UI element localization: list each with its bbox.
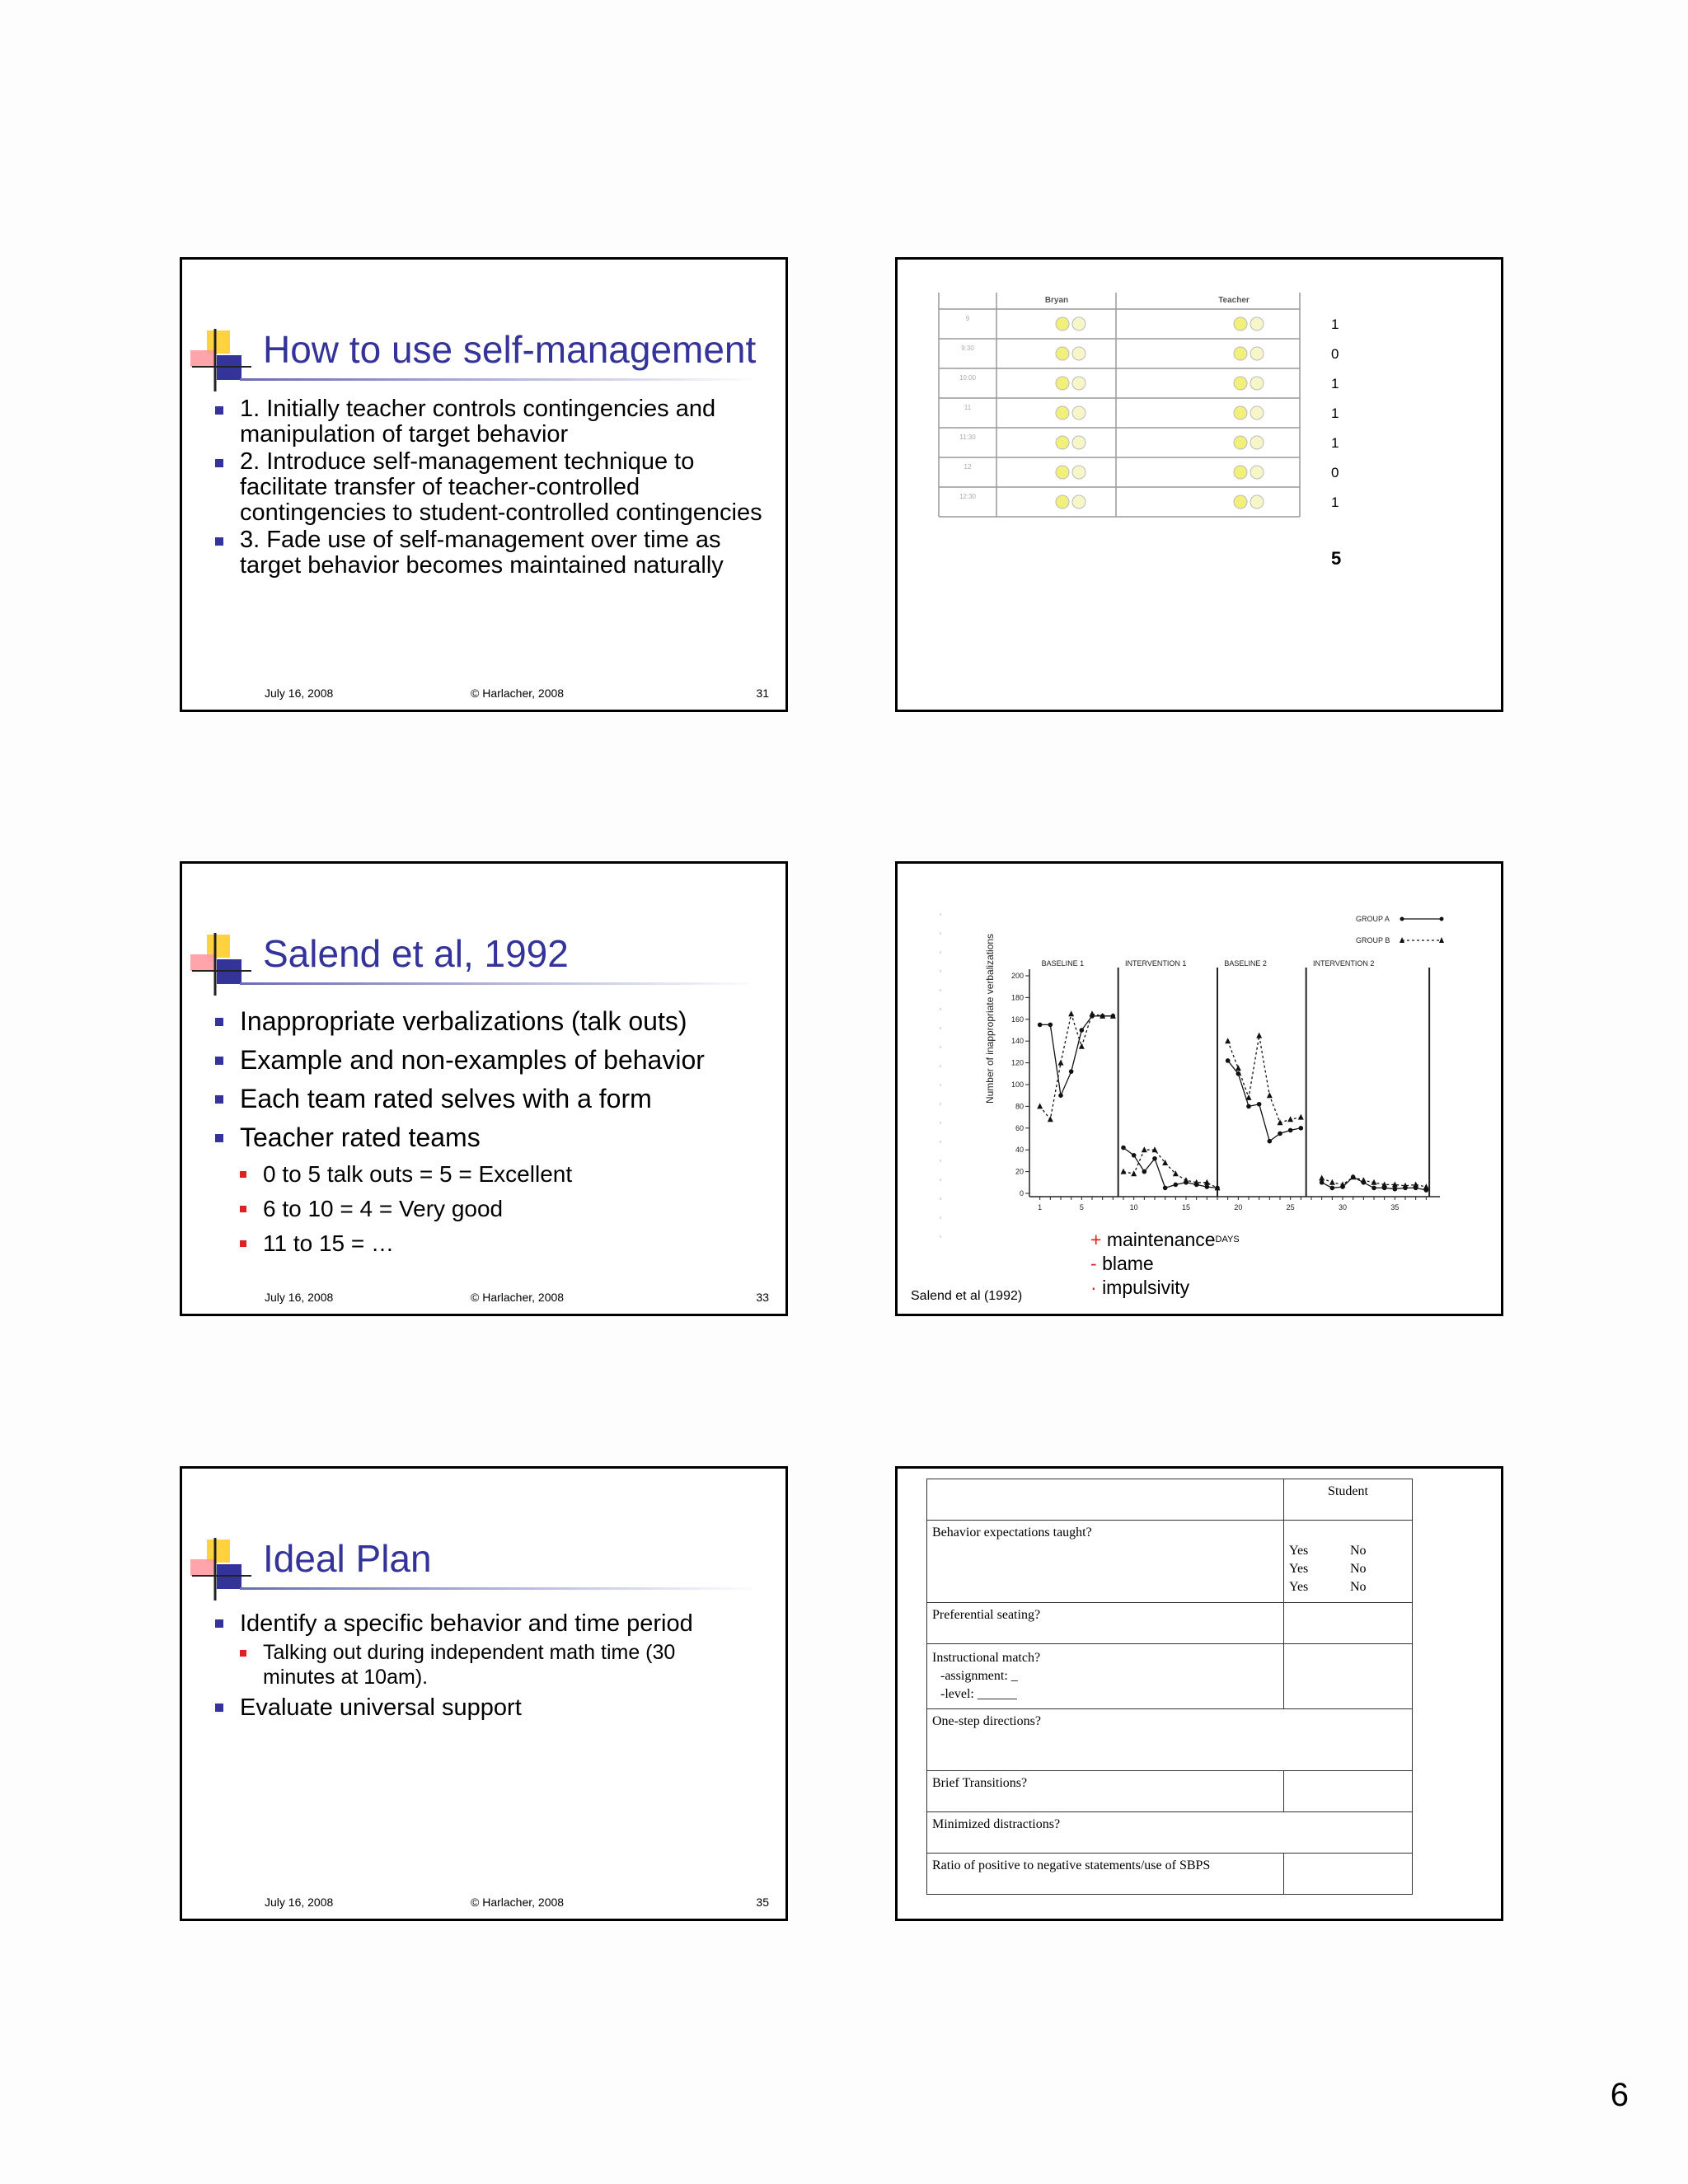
slide-32: [895, 257, 1503, 712]
x-tick-label: 20: [1234, 1203, 1243, 1212]
time-label: 9: [965, 315, 970, 322]
note-item: · impulsivity: [1090, 1277, 1190, 1298]
bullet-list: [215, 396, 769, 579]
slide-logo-icon: [189, 327, 255, 393]
data-point: [1330, 1186, 1335, 1191]
checklist-item: Instructional match? -assignment: _ -level: ______: [927, 1644, 1284, 1709]
data-point: [1174, 1183, 1179, 1188]
data-point: [1329, 1179, 1335, 1185]
footer-date: July 16, 2008: [265, 1896, 334, 1909]
score-value: 0: [1331, 465, 1339, 480]
self-monitoring-table: [898, 260, 1501, 710]
y-tick-label: 40: [1015, 1146, 1024, 1155]
slide-36: [895, 1466, 1503, 1921]
score-value: 1: [1331, 494, 1339, 510]
face-icon: [1056, 436, 1069, 449]
footer-copyright: © Harlacher, 2008: [471, 1896, 565, 1909]
data-point: [1048, 1116, 1053, 1122]
bullet-item: Teacher rated teams 0 to 5 talk outs = 5 = Excellent 6 to 10 = 4 = Very good 11 to 15 = …: [215, 1118, 769, 1261]
y-tick-label: 160: [1010, 1015, 1024, 1024]
face-icon: [1234, 377, 1247, 390]
face-icon: [1234, 436, 1247, 449]
time-label: 11: [964, 404, 972, 411]
face-icon: [1072, 406, 1085, 419]
data-point: [1413, 1181, 1418, 1187]
data-point: [1121, 1146, 1126, 1151]
data-point: [1287, 1116, 1293, 1122]
data-point: [1299, 1126, 1304, 1131]
data-point: [1121, 1169, 1127, 1174]
face-icon: [1056, 495, 1069, 509]
legend-marker: [1439, 937, 1444, 943]
phase-label: BASELINE 1: [1041, 959, 1085, 968]
x-tick-label: 10: [1129, 1203, 1138, 1212]
x-tick-label: 25: [1286, 1203, 1295, 1212]
data-point: [1298, 1114, 1304, 1120]
score-value: 1: [1331, 376, 1339, 391]
checklist-corner: [927, 1479, 1284, 1521]
x-tick-label: 35: [1390, 1203, 1400, 1212]
x-tick-label: 15: [1181, 1203, 1191, 1212]
bullet-item: Identify a specific behavior and time period Talking out during independent math time (30 minutes at 10am).: [215, 1607, 769, 1690]
bullet-item: 1. Initially teacher controls contingencies and manipulation of target behavior: [215, 396, 769, 448]
face-icon: [1234, 347, 1247, 360]
face-icon: [1056, 347, 1069, 360]
data-point: [1267, 1092, 1273, 1098]
y-axis-label: Number of inappropriate verbalizations: [984, 933, 996, 1104]
y-tick-label: 0: [1019, 1189, 1024, 1197]
checklist-header: Student: [1284, 1479, 1413, 1521]
data-point: [1132, 1153, 1137, 1158]
slide-31: [180, 257, 788, 712]
title-divider: [240, 1587, 759, 1590]
face-icon: [1250, 406, 1264, 419]
sub-bullet-list: [240, 1157, 769, 1261]
footer-copyright: © Harlacher, 2008: [471, 687, 565, 700]
slide-logo-icon: [189, 1536, 255, 1602]
data-point: [1090, 1010, 1095, 1016]
data-point: [1246, 1094, 1252, 1100]
total-score: 5: [1331, 548, 1342, 569]
data-point: [1037, 1103, 1043, 1108]
title-divider: [240, 378, 759, 381]
data-point: [1372, 1186, 1376, 1191]
checklist-item: Preferential seating?: [927, 1603, 1284, 1644]
phase-label: INTERVENTION 2: [1313, 959, 1375, 968]
checklist-cell: [1284, 1771, 1413, 1812]
data-point: [1080, 1028, 1085, 1033]
data-point: [1184, 1177, 1189, 1183]
face-icon: [1250, 436, 1264, 449]
face-icon: [1072, 377, 1085, 390]
series-line: [1123, 1150, 1217, 1188]
checklist-item: One-step directions?: [927, 1709, 1413, 1771]
legend-marker: [1400, 917, 1404, 921]
face-icon: [1234, 406, 1247, 419]
data-point: [1048, 1023, 1053, 1028]
slide-number: 33: [756, 1291, 769, 1304]
sub-bullet-item: 0 to 5 talk outs = 5 = Excellent: [240, 1157, 769, 1192]
face-icon: [1250, 466, 1264, 479]
data-point: [1423, 1183, 1429, 1189]
title-divider: [240, 982, 759, 985]
yes-no-options: Yes No Yes No Yes No: [1284, 1521, 1413, 1603]
chart-notes: [1090, 1228, 1240, 1300]
y-tick-label: 20: [1015, 1167, 1024, 1176]
score-value: 1: [1331, 405, 1339, 421]
face-icon: [1072, 317, 1085, 330]
slide-title: How to use self-management: [263, 328, 757, 371]
data-point: [1142, 1146, 1147, 1152]
column-header-teacher: Teacher: [1218, 296, 1250, 305]
slide-title: Salend et al, 1992: [263, 932, 569, 975]
bullet-item: Example and non-examples of behavior: [215, 1041, 769, 1080]
time-label: 10:00: [959, 374, 977, 382]
bullet-list: [215, 1002, 769, 1261]
face-icon: [1072, 466, 1085, 479]
sub-bullet-list: [240, 1640, 769, 1690]
data-point: [1288, 1128, 1293, 1133]
data-point: [1068, 1010, 1074, 1016]
bullet-list: [215, 1607, 769, 1726]
x-tick-label: 30: [1338, 1203, 1348, 1212]
bullet-item: 3. Fade use of self-management over time as target behavior becomes maintained naturally: [215, 527, 769, 579]
sub-bullet-item: Talking out during independent math time (30 minutes at 10am).: [240, 1640, 769, 1690]
y-tick-label: 60: [1015, 1123, 1024, 1132]
data-point: [1278, 1132, 1282, 1137]
data-point: [1361, 1177, 1367, 1183]
legend-label: GROUP B: [1356, 936, 1390, 944]
data-point: [1225, 1038, 1231, 1043]
face-icon: [1234, 317, 1247, 330]
data-point: [1142, 1169, 1147, 1174]
data-point: [1163, 1186, 1168, 1191]
checklist-cell: [1284, 1854, 1413, 1895]
page-number: 6: [1610, 2077, 1629, 2113]
y-tick-label: 140: [1010, 1037, 1024, 1046]
note-item: - blame: [1090, 1253, 1154, 1274]
footer-date: July 16, 2008: [265, 687, 334, 700]
data-point: [1205, 1184, 1210, 1189]
face-icon: [1234, 466, 1247, 479]
bullet-item: Each team rated selves with a form: [215, 1080, 769, 1118]
slide-number: 31: [756, 687, 769, 700]
data-point: [1038, 1023, 1043, 1028]
slide-35: [180, 1466, 788, 1921]
data-point: [1257, 1102, 1262, 1107]
legend-marker: [1440, 917, 1444, 921]
slide-34: [895, 861, 1503, 1316]
y-tick-label: 180: [1010, 993, 1024, 1002]
y-tick-label: 80: [1015, 1102, 1024, 1111]
phase-label: INTERVENTION 1: [1125, 959, 1187, 968]
checklist-item: Ratio of positive to negative statements/use of SBPS: [927, 1854, 1284, 1895]
column-header-student: Bryan: [1044, 296, 1069, 305]
x-tick-label: 5: [1079, 1203, 1084, 1212]
x-tick-label: 1: [1038, 1203, 1043, 1212]
face-icon: [1072, 495, 1085, 509]
checklist-cell: [1284, 1644, 1413, 1709]
checklist-item: Behavior expectations taught?: [927, 1521, 1284, 1603]
face-icon: [1056, 377, 1069, 390]
data-point: [1320, 1180, 1325, 1185]
sub-bullet-item: 11 to 15 = …: [240, 1226, 769, 1261]
x-axis-label: DAYS: [1215, 1235, 1240, 1244]
bullet-item: Evaluate universal support: [215, 1690, 769, 1726]
score-value: 0: [1331, 346, 1339, 362]
data-point: [1079, 1043, 1085, 1049]
series-line: [1228, 1036, 1301, 1123]
face-icon: [1072, 347, 1085, 360]
data-point: [1058, 1060, 1064, 1066]
time-label: 12: [964, 463, 972, 471]
face-icon: [1056, 466, 1069, 479]
slide-title: Ideal Plan: [263, 1537, 432, 1580]
series-line: [1040, 1016, 1114, 1095]
face-icon: [1056, 406, 1069, 419]
time-label: 9:30: [961, 344, 974, 352]
face-icon: [1250, 317, 1264, 330]
legend-label: GROUP A: [1356, 915, 1390, 923]
bullet-item: Inappropriate verbalizations (talk outs): [215, 1002, 769, 1041]
data-point: [1372, 1179, 1377, 1185]
slide-33: [180, 861, 788, 1316]
data-point: [1058, 1093, 1063, 1098]
note-item: + maintenance$^{DAYS}$: [1090, 1229, 1240, 1250]
y-tick-label: 200: [1010, 972, 1024, 980]
data-point: [1069, 1069, 1074, 1074]
face-icon: [1250, 347, 1264, 360]
time-label: 11:30: [959, 434, 976, 441]
y-tick-label: 120: [1010, 1058, 1024, 1067]
face-icon: [1250, 377, 1264, 390]
score-value: 1: [1331, 316, 1339, 332]
y-tick-label: 100: [1010, 1080, 1024, 1089]
data-point: [1393, 1187, 1398, 1192]
time-label: 12:30: [959, 493, 977, 500]
data-point: [1256, 1033, 1262, 1038]
sub-bullet-item: 6 to 10 = 4 = Very good: [240, 1192, 769, 1226]
face-icon: [1234, 495, 1247, 509]
bullet-item: 2. Introduce self-management technique to facilitate transfer of teacher-controlled contingencies to student-controlled contingencies: [215, 449, 769, 526]
data-point: [1131, 1170, 1137, 1176]
score-value: 1: [1331, 435, 1339, 451]
data-point: [1226, 1058, 1231, 1063]
checklist-item: Brief Transitions?: [927, 1771, 1284, 1812]
data-point: [1152, 1156, 1157, 1161]
face-icon: [1072, 436, 1085, 449]
face-icon: [1250, 495, 1264, 509]
footer-copyright: © Harlacher, 2008: [471, 1291, 565, 1304]
data-point: [1319, 1175, 1325, 1181]
face-icon: [1056, 317, 1069, 330]
slide-logo-icon: [189, 931, 255, 997]
data-point: [1236, 1065, 1241, 1071]
universal-support-checklist: [926, 1479, 1413, 1895]
phase-label: BASELINE 2: [1224, 959, 1267, 968]
footer-date: July 16, 2008: [265, 1291, 334, 1304]
data-point: [1268, 1139, 1273, 1144]
checklist-item: Minimized distractions?: [927, 1812, 1413, 1854]
chart-caption: Salend et al (1992): [911, 1289, 1023, 1303]
checklist-cell: [1284, 1603, 1413, 1644]
slide-number: 35: [756, 1896, 769, 1909]
data-point: [1246, 1104, 1251, 1109]
